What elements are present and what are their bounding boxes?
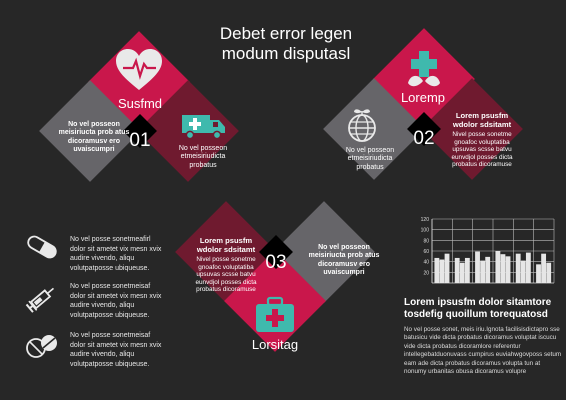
- chart-bar: [485, 257, 490, 283]
- s1-maroon-text: No vel posseon etmeisiriudicta probatus: [178, 145, 228, 169]
- chart-bar: [440, 260, 445, 283]
- y-tick-label: 20: [423, 270, 429, 277]
- first-aid-kit-icon: [255, 297, 295, 333]
- s2-maroon-title: Lorem psusfm wdolor sdsitamt: [452, 111, 512, 129]
- chart-bar: [526, 253, 531, 283]
- syringe-icon: [25, 284, 59, 312]
- s2-gray-text: No vel posseon etmeisiriudicta probatus: [345, 147, 395, 171]
- s2-maroon-text: Nivel posse sonetme gnoafoc voluptatiba upsuvas scsse batvu eunvdjol posses dicta probatus dicoramuse: [451, 131, 513, 169]
- chart-bar: [501, 254, 506, 283]
- chart-bar: [521, 261, 526, 283]
- chart-bar: [516, 254, 521, 283]
- medical-cross-hands-icon: [406, 49, 442, 89]
- y-tick-label: 60: [423, 249, 429, 255]
- side-item-text: No vel posse sonetmeisaf dolor sit ametet vix mesn xvix audire vivendo, aliqu volutpatposse ubiqueuse.: [70, 332, 162, 368]
- chart-bar: [546, 263, 551, 283]
- chart-bar: [434, 258, 439, 283]
- s3-maroon-title: Lorem psusfm wdolor sdsitamt: [196, 236, 256, 254]
- s1-heading: Susfmd: [117, 96, 163, 111]
- s3-heading: Lorsitag: [251, 337, 299, 352]
- s3-gray-text: No vel posseon meisiriucta prob atus dicoramusv ero uvaiscumpri: [308, 244, 380, 277]
- y-tick-label: 40: [423, 259, 429, 266]
- chart-bar: [455, 258, 460, 283]
- chart-bar: [445, 254, 450, 283]
- y-tick-label: 120: [420, 217, 429, 223]
- bar-chart: [416, 215, 556, 285]
- page-title: [196, 24, 376, 64]
- heart-pulse-icon: [114, 48, 164, 92]
- pills-icon: [25, 333, 59, 359]
- chart-title-line-2: tosdefig quoillum torequatosd: [404, 309, 548, 320]
- ambulance-icon: [181, 112, 227, 140]
- title-line-1: Debet error legen: [219, 24, 353, 43]
- chart-bar: [536, 264, 541, 283]
- chart-title: [404, 297, 564, 321]
- side-item-text: No vel posse sonetmeisaf dolor sit ametet vix mesn xvix audire vivendo, aliqu volutpatposse ubiqueuse.: [70, 283, 162, 319]
- y-tick-label: 100: [420, 227, 429, 234]
- capsule-icon: [25, 236, 59, 258]
- side-item-text: No vel posse sonetmeafirl dolor sit ametet vix mesn xvix audire vivendo, aliqu volutpatposse ubiqueuse.: [70, 236, 162, 272]
- chart-body-text: No vel posse sonet, meis iriu.Ignota facilisisdictapro sse batusicu vide dicta probatus dicoramus voluptat iscucu vide dicta probatus dicoramlore referentur intellegebatduonuvass cumpirus euviahwgovposs setum eam ade dicta probatus dicoramus volupta tun at nonumy urbanitas obusa dicoramus volupre: [404, 326, 562, 376]
- s1-gray-text: No vel posseon meisiriucta prob atus dicoramusv ero uvaiscumpri: [58, 121, 130, 154]
- chart-bar: [480, 261, 485, 283]
- chart-bar: [475, 252, 480, 283]
- chart-title-line-1: Lorem ipsusfm dolor sitamtore: [404, 297, 552, 308]
- globe-sprout-icon: [346, 107, 378, 143]
- s1-number: 01: [129, 130, 151, 151]
- s3-number: 03: [265, 252, 287, 273]
- title-line-2: modum disputasl: [221, 44, 351, 63]
- y-tick-label: 80: [423, 238, 429, 245]
- s3-maroon-text: Nivel posse sonetme gnoafoc voluptatiba upsuvas scsse batvu eunvdjol posses dicta probatus dicoramuse: [195, 256, 257, 294]
- chart-bar: [495, 251, 500, 283]
- chart-bar: [541, 254, 546, 283]
- chart-bar: [460, 263, 465, 283]
- chart-bar: [465, 258, 470, 283]
- s2-number: 02: [413, 128, 435, 149]
- chart-bar: [506, 256, 511, 283]
- s2-heading: Loremp: [400, 90, 446, 105]
